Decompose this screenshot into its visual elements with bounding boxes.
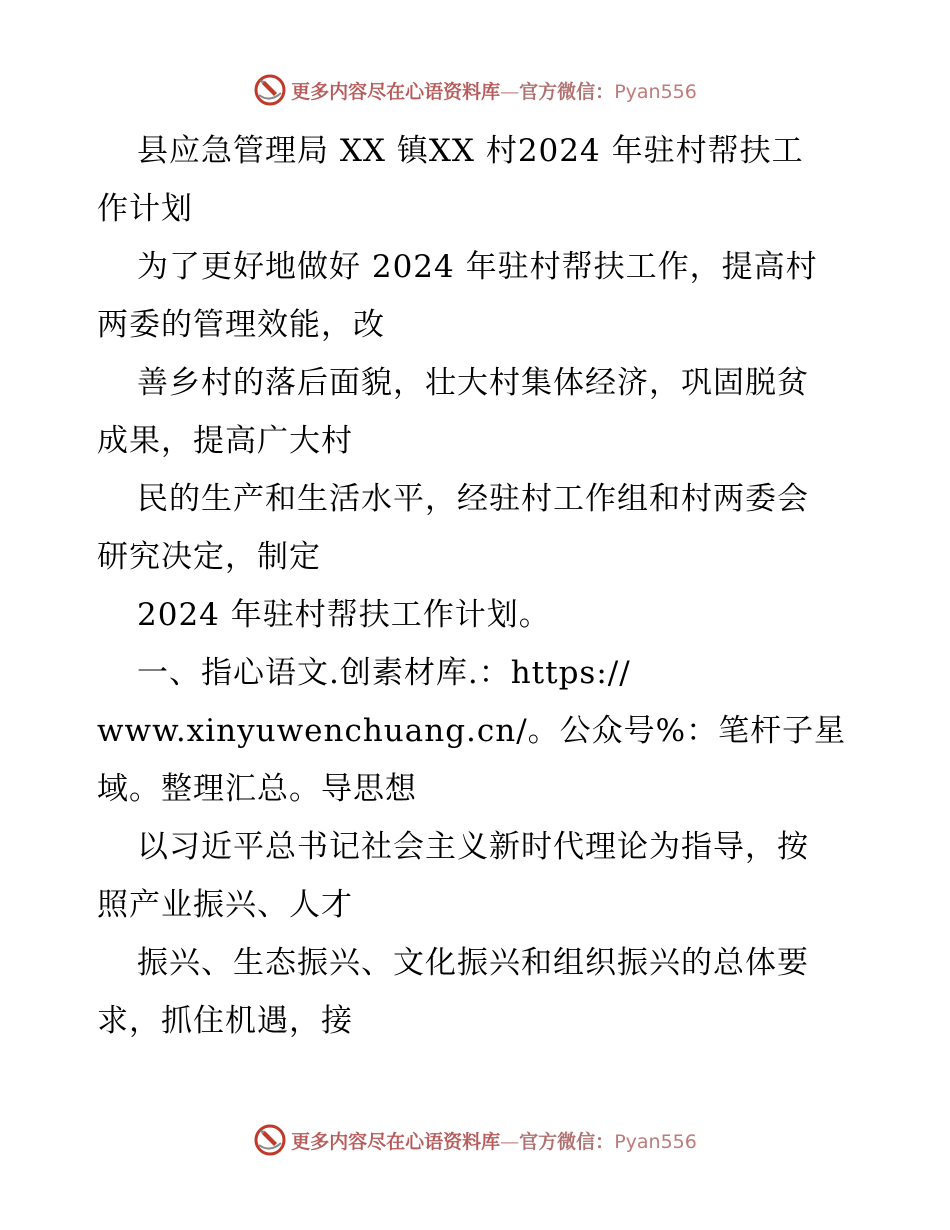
banner-separator: — <box>500 1130 520 1153</box>
section-heading-line: www.xinyuwenchuang.cn/。公众号%：笔杆子星 <box>97 713 847 749</box>
paragraph-line: 善乡村的落后面貌，壮大村集体经济，巩固脱贫 <box>137 365 809 401</box>
footer-banner <box>0 1120 950 1160</box>
paragraph-line: 振兴、生态振兴、文化振兴和组织振兴的总体要 <box>137 945 809 981</box>
banner-wechat-id: Pyan556 <box>614 1130 697 1153</box>
pen-logo-icon <box>253 73 287 107</box>
paragraph-line: 成果，提高广大村 <box>97 423 353 459</box>
section-heading-line: 域。整理汇总。导思想 <box>97 771 417 807</box>
header-banner <box>0 70 950 110</box>
banner-main-text: 更多内容尽在心语资料库 <box>291 80 501 103</box>
paragraph-line: 两委的管理效能，改 <box>97 307 385 343</box>
pen-logo-icon <box>253 1123 287 1157</box>
paragraph-line: 研究决定，制定 <box>97 539 321 575</box>
footer-banner-content <box>253 1123 697 1157</box>
footer-banner-text <box>291 1127 697 1154</box>
banner-main-text: 更多内容尽在心语资料库 <box>291 1130 501 1153</box>
paragraph-line: 以习近平总书记社会主义新时代理论为指导，按 <box>137 829 809 865</box>
section-heading-line: 一、指心语文.创素材库.：https:// <box>137 655 631 691</box>
paragraph-line: 2024 年驻村帮扶工作计划。 <box>137 597 551 633</box>
paragraph-line: 民的生产和生活水平，经驻村工作组和村两委会 <box>137 481 809 517</box>
banner-label: 官方微信： <box>519 1130 615 1153</box>
header-banner-content <box>253 73 697 107</box>
banner-wechat-id: Pyan556 <box>614 80 697 103</box>
paragraph-line: 照产业振兴、人才 <box>97 887 353 923</box>
banner-label: 官方微信： <box>519 80 615 103</box>
header-banner-text <box>291 77 697 104</box>
paragraph-line: 为了更好地做好 2024 年驻村帮扶工作，提高村 <box>137 249 818 285</box>
title-line-2: 作计划 <box>97 191 193 227</box>
banner-separator: — <box>500 80 520 103</box>
document-body <box>97 122 857 1050</box>
title-line-1: 县应急管理局 XX 镇XX 村2024 年驻村帮扶工 <box>137 133 804 169</box>
paragraph-line: 求，抓住机遇，接 <box>97 1003 353 1039</box>
